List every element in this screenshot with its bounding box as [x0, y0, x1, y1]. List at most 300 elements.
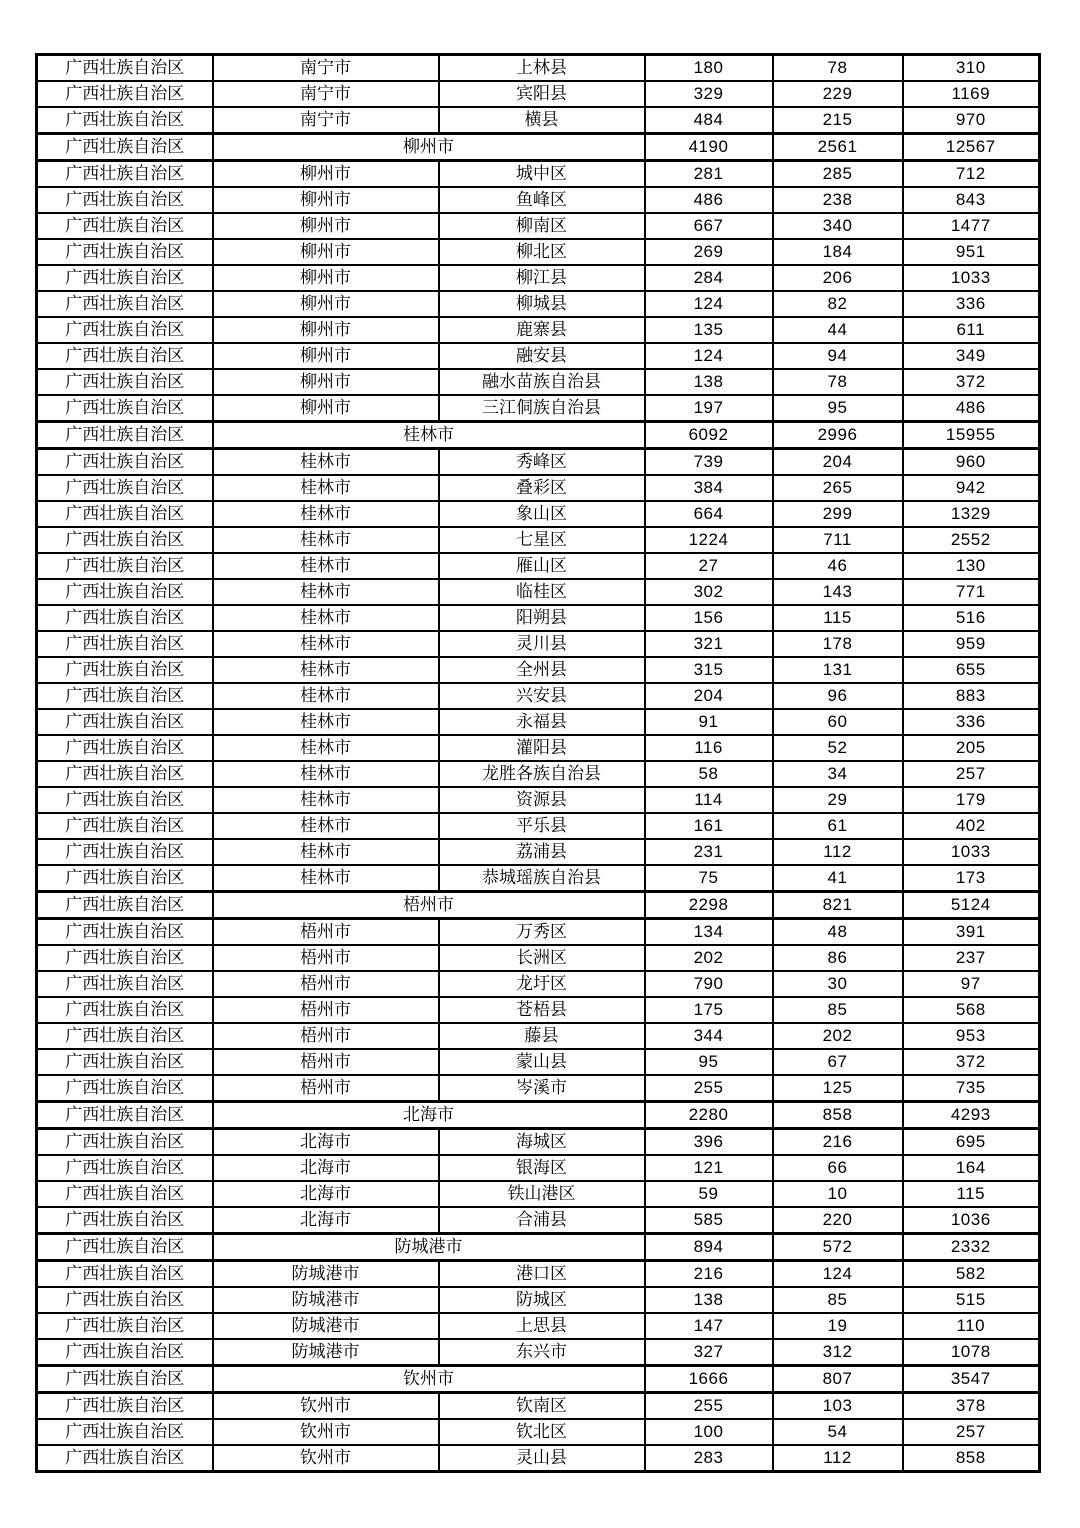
table-row: [37, 1075, 1040, 1102]
cell-value-1: 894: [645, 1234, 773, 1261]
cell-province: 广西壮族自治区: [37, 1419, 213, 1445]
cell-province: 广西壮族自治区: [37, 501, 213, 527]
cell-value-2: 115: [773, 605, 903, 631]
cell-city: 桂林市: [213, 553, 439, 579]
cell-province: 广西壮族自治区: [37, 1261, 213, 1288]
cell-value-2: 2996: [773, 422, 903, 449]
cell-value-2: 711: [773, 527, 903, 553]
cell-value-3: 515: [903, 1287, 1040, 1313]
cell-county: 雁山区: [439, 553, 645, 579]
cell-county: 平乐县: [439, 813, 645, 839]
cell-value-1: 255: [645, 1075, 773, 1102]
cell-city: 梧州市: [213, 945, 439, 971]
cell-city-span: 桂林市: [213, 422, 645, 449]
cell-value-3: 712: [903, 161, 1040, 188]
cell-value-3: 1033: [903, 839, 1040, 865]
cell-city: 桂林市: [213, 839, 439, 865]
cell-county: 柳城县: [439, 291, 645, 317]
cell-value-3: 4293: [903, 1102, 1040, 1129]
cell-value-2: 10: [773, 1181, 903, 1207]
cell-county: 蒙山县: [439, 1049, 645, 1075]
cell-city: 钦州市: [213, 1393, 439, 1420]
cell-value-3: 205: [903, 735, 1040, 761]
cell-value-2: 112: [773, 839, 903, 865]
cell-city: 桂林市: [213, 605, 439, 631]
cell-county: 上林县: [439, 55, 645, 82]
cell-province: 广西壮族自治区: [37, 919, 213, 946]
cell-province: 广西壮族自治区: [37, 107, 213, 134]
cell-value-3: 611: [903, 317, 1040, 343]
cell-value-2: 206: [773, 265, 903, 291]
table-row: [37, 265, 1040, 291]
cell-value-1: 329: [645, 81, 773, 107]
cell-value-1: 124: [645, 291, 773, 317]
cell-province: 广西壮族自治区: [37, 317, 213, 343]
table-row-city-total: [37, 1366, 1040, 1393]
cell-county: 横县: [439, 107, 645, 134]
table-row: [37, 1261, 1040, 1288]
cell-value-2: 85: [773, 997, 903, 1023]
cell-value-1: 59: [645, 1181, 773, 1207]
cell-value-1: 2298: [645, 892, 773, 919]
cell-value-3: 970: [903, 107, 1040, 134]
cell-value-2: 229: [773, 81, 903, 107]
cell-county: 临桂区: [439, 579, 645, 605]
cell-county: 秀峰区: [439, 449, 645, 476]
cell-value-1: 204: [645, 683, 773, 709]
cell-province: 广西壮族自治区: [37, 1445, 213, 1472]
cell-province: 广西壮族自治区: [37, 161, 213, 188]
table-row: [37, 1155, 1040, 1181]
cell-value-3: 5124: [903, 892, 1040, 919]
table-row: [37, 865, 1040, 892]
cell-value-2: 216: [773, 1129, 903, 1156]
cell-value-1: 484: [645, 107, 773, 134]
cell-value-1: 384: [645, 475, 773, 501]
cell-value-1: 138: [645, 1287, 773, 1313]
cell-city: 桂林市: [213, 813, 439, 839]
cell-province: 广西壮族自治区: [37, 709, 213, 735]
cell-province: 广西壮族自治区: [37, 475, 213, 501]
cell-value-2: 19: [773, 1313, 903, 1339]
cell-city: 梧州市: [213, 1049, 439, 1075]
table-row: [37, 1313, 1040, 1339]
cell-county: 七星区: [439, 527, 645, 553]
table-row: [37, 1129, 1040, 1156]
cell-value-2: 66: [773, 1155, 903, 1181]
cell-province: 广西壮族自治区: [37, 1287, 213, 1313]
cell-value-2: 202: [773, 1023, 903, 1049]
cell-value-1: 156: [645, 605, 773, 631]
cell-province: 广西壮族自治区: [37, 265, 213, 291]
cell-city: 柳州市: [213, 187, 439, 213]
cell-value-2: 41: [773, 865, 903, 892]
cell-value-3: 655: [903, 657, 1040, 683]
cell-city-span: 梧州市: [213, 892, 645, 919]
cell-county: 铁山港区: [439, 1181, 645, 1207]
cell-value-1: 135: [645, 317, 773, 343]
table-row: [37, 631, 1040, 657]
cell-province: 广西壮族自治区: [37, 1102, 213, 1129]
cell-value-2: 94: [773, 343, 903, 369]
cell-value-2: 285: [773, 161, 903, 188]
cell-value-3: 257: [903, 761, 1040, 787]
cell-province: 广西壮族自治区: [37, 134, 213, 161]
cell-county: 藤县: [439, 1023, 645, 1049]
table-row: [37, 579, 1040, 605]
cell-value-1: 58: [645, 761, 773, 787]
cell-province: 广西壮族自治区: [37, 369, 213, 395]
cell-value-2: 85: [773, 1287, 903, 1313]
cell-value-3: 257: [903, 1419, 1040, 1445]
cell-value-1: 327: [645, 1339, 773, 1366]
cell-value-1: 114: [645, 787, 773, 813]
cell-value-3: 771: [903, 579, 1040, 605]
cell-province: 广西壮族自治区: [37, 1339, 213, 1366]
cell-province: 广西壮族自治区: [37, 761, 213, 787]
cell-value-2: 29: [773, 787, 903, 813]
cell-value-2: 103: [773, 1393, 903, 1420]
cell-city: 桂林市: [213, 865, 439, 892]
table-row: [37, 213, 1040, 239]
cell-value-3: 237: [903, 945, 1040, 971]
cell-county: 灵山县: [439, 1445, 645, 1472]
cell-city: 桂林市: [213, 657, 439, 683]
cell-county: 柳江县: [439, 265, 645, 291]
table-row-city-total: [37, 1234, 1040, 1261]
cell-province: 广西壮族自治区: [37, 683, 213, 709]
table-row: [37, 605, 1040, 631]
cell-province: 广西壮族自治区: [37, 1181, 213, 1207]
table-row: [37, 997, 1040, 1023]
cell-value-3: 959: [903, 631, 1040, 657]
cell-value-3: 402: [903, 813, 1040, 839]
cell-value-3: 858: [903, 1445, 1040, 1472]
cell-value-1: 2280: [645, 1102, 773, 1129]
cell-value-2: 2561: [773, 134, 903, 161]
cell-county: 钦南区: [439, 1393, 645, 1420]
cell-county: 鹿寨县: [439, 317, 645, 343]
cell-value-2: 125: [773, 1075, 903, 1102]
cell-province: 广西壮族自治区: [37, 865, 213, 892]
cell-value-3: 1329: [903, 501, 1040, 527]
table-row: [37, 1393, 1040, 1420]
cell-city-span: 柳州市: [213, 134, 645, 161]
cell-value-2: 299: [773, 501, 903, 527]
cell-province: 广西壮族自治区: [37, 1049, 213, 1075]
cell-value-2: 78: [773, 55, 903, 82]
table-row: [37, 971, 1040, 997]
cell-value-3: 516: [903, 605, 1040, 631]
cell-city: 柳州市: [213, 317, 439, 343]
table-row-city-total: [37, 422, 1040, 449]
cell-city: 梧州市: [213, 919, 439, 946]
cell-city: 桂林市: [213, 683, 439, 709]
cell-county: 兴安县: [439, 683, 645, 709]
cell-province: 广西壮族自治区: [37, 291, 213, 317]
cell-city: 柳州市: [213, 343, 439, 369]
table-row: [37, 839, 1040, 865]
cell-value-3: 2552: [903, 527, 1040, 553]
cell-province: 广西壮族自治区: [37, 997, 213, 1023]
cell-value-3: 15955: [903, 422, 1040, 449]
table-row: [37, 735, 1040, 761]
cell-value-2: 61: [773, 813, 903, 839]
table-row: [37, 1419, 1040, 1445]
cell-value-1: 134: [645, 919, 773, 946]
cell-value-3: 568: [903, 997, 1040, 1023]
cell-value-2: 143: [773, 579, 903, 605]
cell-value-3: 3547: [903, 1366, 1040, 1393]
cell-county: 阳朔县: [439, 605, 645, 631]
cell-city: 柳州市: [213, 239, 439, 265]
cell-value-3: 378: [903, 1393, 1040, 1420]
cell-value-3: 130: [903, 553, 1040, 579]
table-row: [37, 683, 1040, 709]
cell-value-1: 739: [645, 449, 773, 476]
cell-city: 桂林市: [213, 787, 439, 813]
cell-county: 长洲区: [439, 945, 645, 971]
cell-value-2: 30: [773, 971, 903, 997]
cell-county: 银海区: [439, 1155, 645, 1181]
cell-value-2: 238: [773, 187, 903, 213]
table-row: [37, 369, 1040, 395]
cell-province: 广西壮族自治区: [37, 839, 213, 865]
cell-city: 梧州市: [213, 1023, 439, 1049]
cell-province: 广西壮族自治区: [37, 81, 213, 107]
cell-value-3: 336: [903, 709, 1040, 735]
cell-county: 灵川县: [439, 631, 645, 657]
cell-value-3: 164: [903, 1155, 1040, 1181]
cell-value-3: 951: [903, 239, 1040, 265]
cell-value-3: 110: [903, 1313, 1040, 1339]
cell-province: 广西壮族自治区: [37, 422, 213, 449]
cell-value-2: 78: [773, 369, 903, 395]
cell-city: 桂林市: [213, 475, 439, 501]
cell-value-3: 582: [903, 1261, 1040, 1288]
cell-province: 广西壮族自治区: [37, 892, 213, 919]
cell-county: 苍梧县: [439, 997, 645, 1023]
table-row: [37, 709, 1040, 735]
cell-province: 广西壮族自治区: [37, 813, 213, 839]
cell-value-2: 131: [773, 657, 903, 683]
cell-value-1: 281: [645, 161, 773, 188]
cell-city: 防城港市: [213, 1287, 439, 1313]
cell-county: 资源县: [439, 787, 645, 813]
cell-city: 南宁市: [213, 107, 439, 134]
cell-value-1: 396: [645, 1129, 773, 1156]
table-row: [37, 657, 1040, 683]
table-row: [37, 317, 1040, 343]
cell-city: 柳州市: [213, 213, 439, 239]
cell-province: 广西壮族自治区: [37, 1023, 213, 1049]
cell-value-1: 161: [645, 813, 773, 839]
cell-value-3: 391: [903, 919, 1040, 946]
table-row: [37, 239, 1040, 265]
cell-province: 广西壮族自治区: [37, 343, 213, 369]
cell-value-2: 46: [773, 553, 903, 579]
cell-province: 广西壮族自治区: [37, 945, 213, 971]
cell-city: 北海市: [213, 1129, 439, 1156]
cell-province: 广西壮族自治区: [37, 553, 213, 579]
cell-county: 龙胜各族自治县: [439, 761, 645, 787]
cell-county: 城中区: [439, 161, 645, 188]
table-row: [37, 1445, 1040, 1472]
cell-county: 恭城瑶族自治县: [439, 865, 645, 892]
cell-value-1: 95: [645, 1049, 773, 1075]
table-row: [37, 945, 1040, 971]
table-row-city-total: [37, 1102, 1040, 1129]
cell-value-2: 340: [773, 213, 903, 239]
cell-value-2: 95: [773, 395, 903, 422]
cell-value-3: 349: [903, 343, 1040, 369]
cell-value-3: 372: [903, 1049, 1040, 1075]
cell-county: 融水苗族自治县: [439, 369, 645, 395]
table-row: [37, 343, 1040, 369]
cell-value-1: 216: [645, 1261, 773, 1288]
cell-value-1: 180: [645, 55, 773, 82]
cell-value-2: 54: [773, 1419, 903, 1445]
cell-value-1: 486: [645, 187, 773, 213]
table-row: [37, 449, 1040, 476]
table-row-city-total: [37, 892, 1040, 919]
cell-value-1: 344: [645, 1023, 773, 1049]
cell-value-2: 215: [773, 107, 903, 134]
cell-province: 广西壮族自治区: [37, 187, 213, 213]
cell-county: 永福县: [439, 709, 645, 735]
cell-county: 上思县: [439, 1313, 645, 1339]
cell-city: 梧州市: [213, 1075, 439, 1102]
cell-county: 岑溪市: [439, 1075, 645, 1102]
cell-county: 鱼峰区: [439, 187, 645, 213]
cell-county: 龙圩区: [439, 971, 645, 997]
cell-value-3: 1078: [903, 1339, 1040, 1366]
cell-province: 广西壮族自治区: [37, 449, 213, 476]
cell-value-3: 12567: [903, 134, 1040, 161]
cell-value-1: 6092: [645, 422, 773, 449]
cell-city: 北海市: [213, 1181, 439, 1207]
cell-county: 宾阳县: [439, 81, 645, 107]
cell-value-1: 231: [645, 839, 773, 865]
table-row: [37, 1049, 1040, 1075]
cell-value-1: 664: [645, 501, 773, 527]
table-body: [37, 55, 1040, 1472]
table-row-city-total: [37, 134, 1040, 161]
cell-province: 广西壮族自治区: [37, 1075, 213, 1102]
cell-province: 广西壮族自治区: [37, 1366, 213, 1393]
table-row: [37, 761, 1040, 787]
cell-value-3: 173: [903, 865, 1040, 892]
cell-value-2: 204: [773, 449, 903, 476]
cell-county: 海城区: [439, 1129, 645, 1156]
cell-value-1: 116: [645, 735, 773, 761]
cell-value-3: 1477: [903, 213, 1040, 239]
cell-value-1: 302: [645, 579, 773, 605]
table-row: [37, 291, 1040, 317]
cell-county: 万秀区: [439, 919, 645, 946]
cell-province: 广西壮族自治区: [37, 1155, 213, 1181]
cell-value-1: 124: [645, 343, 773, 369]
table-row: [37, 395, 1040, 422]
cell-value-1: 138: [645, 369, 773, 395]
cell-city: 桂林市: [213, 631, 439, 657]
cell-value-1: 91: [645, 709, 773, 735]
cell-city: 桂林市: [213, 761, 439, 787]
cell-value-3: 695: [903, 1129, 1040, 1156]
cell-county: 象山区: [439, 501, 645, 527]
cell-province: 广西壮族自治区: [37, 735, 213, 761]
cell-province: 广西壮族自治区: [37, 1207, 213, 1234]
cell-province: 广西壮族自治区: [37, 631, 213, 657]
cell-county: 灌阳县: [439, 735, 645, 761]
cell-value-3: 960: [903, 449, 1040, 476]
cell-value-2: 82: [773, 291, 903, 317]
cell-value-3: 372: [903, 369, 1040, 395]
cell-value-1: 175: [645, 997, 773, 1023]
cell-value-3: 97: [903, 971, 1040, 997]
cell-city: 南宁市: [213, 55, 439, 82]
cell-city: 桂林市: [213, 735, 439, 761]
table-row: [37, 161, 1040, 188]
cell-value-3: 1033: [903, 265, 1040, 291]
cell-city: 梧州市: [213, 971, 439, 997]
cell-value-2: 184: [773, 239, 903, 265]
cell-province: 广西壮族自治区: [37, 1313, 213, 1339]
cell-value-2: 821: [773, 892, 903, 919]
cell-value-2: 312: [773, 1339, 903, 1366]
cell-value-2: 178: [773, 631, 903, 657]
cell-city: 梧州市: [213, 997, 439, 1023]
cell-value-3: 486: [903, 395, 1040, 422]
cell-value-1: 197: [645, 395, 773, 422]
cell-value-1: 667: [645, 213, 773, 239]
cell-county: 荔浦县: [439, 839, 645, 865]
cell-province: 广西壮族自治区: [37, 213, 213, 239]
table-row: [37, 553, 1040, 579]
cell-value-1: 1224: [645, 527, 773, 553]
table-row: [37, 55, 1040, 82]
cell-city-span: 防城港市: [213, 1234, 645, 1261]
cell-value-1: 1666: [645, 1366, 773, 1393]
table-row: [37, 1207, 1040, 1234]
cell-county: 合浦县: [439, 1207, 645, 1234]
cell-value-2: 572: [773, 1234, 903, 1261]
cell-value-2: 96: [773, 683, 903, 709]
table-row: [37, 1339, 1040, 1366]
cell-value-3: 336: [903, 291, 1040, 317]
table-row: [37, 813, 1040, 839]
cell-province: 广西壮族自治区: [37, 579, 213, 605]
cell-value-3: 1036: [903, 1207, 1040, 1234]
cell-value-1: 321: [645, 631, 773, 657]
cell-value-2: 67: [773, 1049, 903, 1075]
table-row: [37, 81, 1040, 107]
cell-value-2: 112: [773, 1445, 903, 1472]
cell-city: 钦州市: [213, 1445, 439, 1472]
cell-value-2: 124: [773, 1261, 903, 1288]
cell-county: 融安县: [439, 343, 645, 369]
cell-city: 防城港市: [213, 1261, 439, 1288]
cell-province: 广西壮族自治区: [37, 55, 213, 82]
cell-value-1: 75: [645, 865, 773, 892]
statistics-table: [35, 53, 1041, 1473]
cell-value-3: 310: [903, 55, 1040, 82]
cell-city: 柳州市: [213, 291, 439, 317]
cell-value-2: 48: [773, 919, 903, 946]
cell-city: 桂林市: [213, 709, 439, 735]
cell-value-2: 52: [773, 735, 903, 761]
cell-value-2: 34: [773, 761, 903, 787]
